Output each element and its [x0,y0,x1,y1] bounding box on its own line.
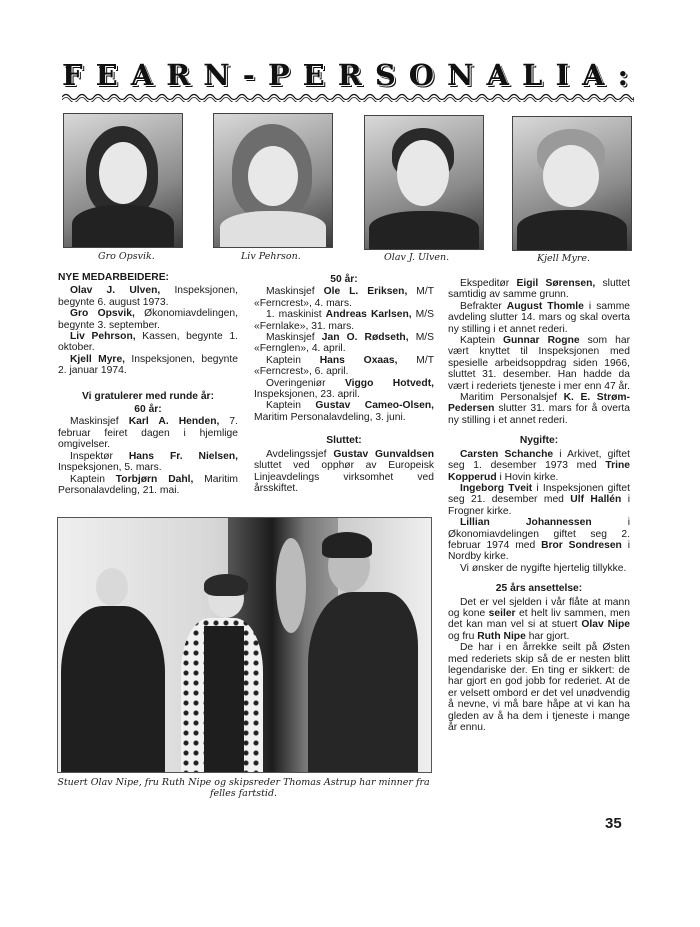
portrait-photo-olav-ulven [364,115,484,250]
entry: Avdelingssjef Gustav Gunvaldsen sluttet ved opphør av Europeisk Linjeavdelings virksomhet ved årsskiftet. [254,448,434,494]
entry: Befrakter August Thomle i samme avdeling slutter 14. mars og skal overta ny stilling i et annet rederi. [448,300,630,335]
entry: Ingeborg Tveit i Inspeksjonen giftet seg 21. desember med Ulf Hallén i Frogner kirke. [448,482,630,517]
portrait-photo-liv-pehrson [213,113,333,248]
entry: Gro Opsvik, Økonomiavdelingen, begynte 3. september. [58,308,238,331]
section-heading: Nygifte: [519,435,559,447]
entry: Liv Pehrson, Kassen, begynte 1. oktober. [58,331,238,354]
entry: Maskinsjef Ole L. Eriksen, M/T «Ferncrest», 4. mars. [254,286,434,309]
entry: Maskinsjef Karl A. Henden, 7. februar feiret dagen i hjemlige omgivelser. [58,416,238,451]
portrait-photo-kjell-myre [512,116,632,251]
entry: Overingeniør Viggo Hotvedt, Inspeksjonen, 23. april. [254,377,434,401]
entry: Kaptein Torbjørn Dahl, Maritim Personalavdeling, 21. mai. [58,473,238,496]
entry: Lillian Johannessen i Økonomiavdelingen giftet seg 2. februar 1974 med Bror Sondresen i Nordby kirke. [448,517,631,563]
entry: Carsten Schanche i Arkivet, giftet seg 1. desember 1973 med Trine Kopperud i Hovin kirke. [448,448,630,483]
column-2 [254,274,434,494]
portrait-caption: Kjell Myre. [537,253,591,264]
entry: Olav J. Ulven, Inspeksjonen, begynte 6. august 1973. [58,285,238,308]
group-photo [57,517,432,773]
portrait-caption: Gro Opsvik. [98,251,155,262]
section-heading: Vi gratulerer med runde år: [82,390,214,402]
page-number: 35 [605,815,622,832]
entry: 1. maskinist Andreas Karlsen, M/S «Fernlake», 31. mars. [254,309,434,332]
entry: Kaptein Gunnar Rogne som har vært knyttet til Inspeksjonen med spesielle arbeidsoppdrag siden 1966, sluttet 31. desember. Han hadde da vært i rederiets tjeneste i mer enn 47 år. [448,335,630,392]
section-heading: 25 års ansettelse: [495,583,583,595]
entry: Kjell Myre, Inspeksjonen, begynte 2. januar 1974. [58,353,238,377]
section-heading: NYE MEDARBEIDERE: [58,272,169,283]
wavy-underline-ornament [62,92,634,102]
entry: Det er vel sjelden i vår flåte at mann og kone seiler et helt liv sammen, men det kan man vel si at stuert Olav Nipe og fru Ruth Nipe har gjort. [448,596,630,642]
entry: Kaptein Gustav Cameo-Olsen, Maritim Personalavdeling, 3. juni. [254,400,434,423]
entry: Maritim Personalsjef K. E. Strøm-Pedersen slutter 31. mars for å overta ny stilling i et annet rederi. [448,392,630,426]
portrait-caption: Olav J. Ulven. [384,252,450,263]
group-photo-caption: Stuert Olav Nipe, fru Ruth Nipe og skipsreder Thomas Astrup har minner fra felles fartstid. [57,777,430,799]
portrait-photo-gro-opsvik [63,113,183,248]
entry: De har i en årrekke seilt på Østen med rederiets skip så de er nesten blitt legendariske der. En ting er sikkert: de har gjort en god jobb for rederiet. At de er velsett ombord er det vel unødvendig å nevne, vi må bare håpe at vi kan ha gleden av å ha dem i tjeneste i mange år ennu. [448,642,630,734]
portrait-caption: Liv Pehrson. [241,251,301,262]
page-title: FEARN-PERSONALIA: [62,58,642,92]
subheading: 50 år: [330,274,358,285]
column-3 [448,278,630,733]
column-1 [58,272,238,496]
entry: Ekspeditør Eigil Sørensen, sluttet samtidig av samme grunn. [448,278,630,301]
entry: Maskinsjef Jan O. Rødseth, M/S «Fernglen», 4. april. [254,332,434,355]
section-heading: Sluttet: [326,435,362,447]
entry: Vi ønsker de nygifte hjertelig tillykke. [460,562,627,574]
entry: Kaptein Hans Oxaas, M/T «Ferncrest», 6. april. [254,354,434,378]
entry: Inspektør Hans Fr. Nielsen, Inspeksjonen, 5. mars. [58,450,238,474]
subheading: 60 år: [134,404,162,416]
